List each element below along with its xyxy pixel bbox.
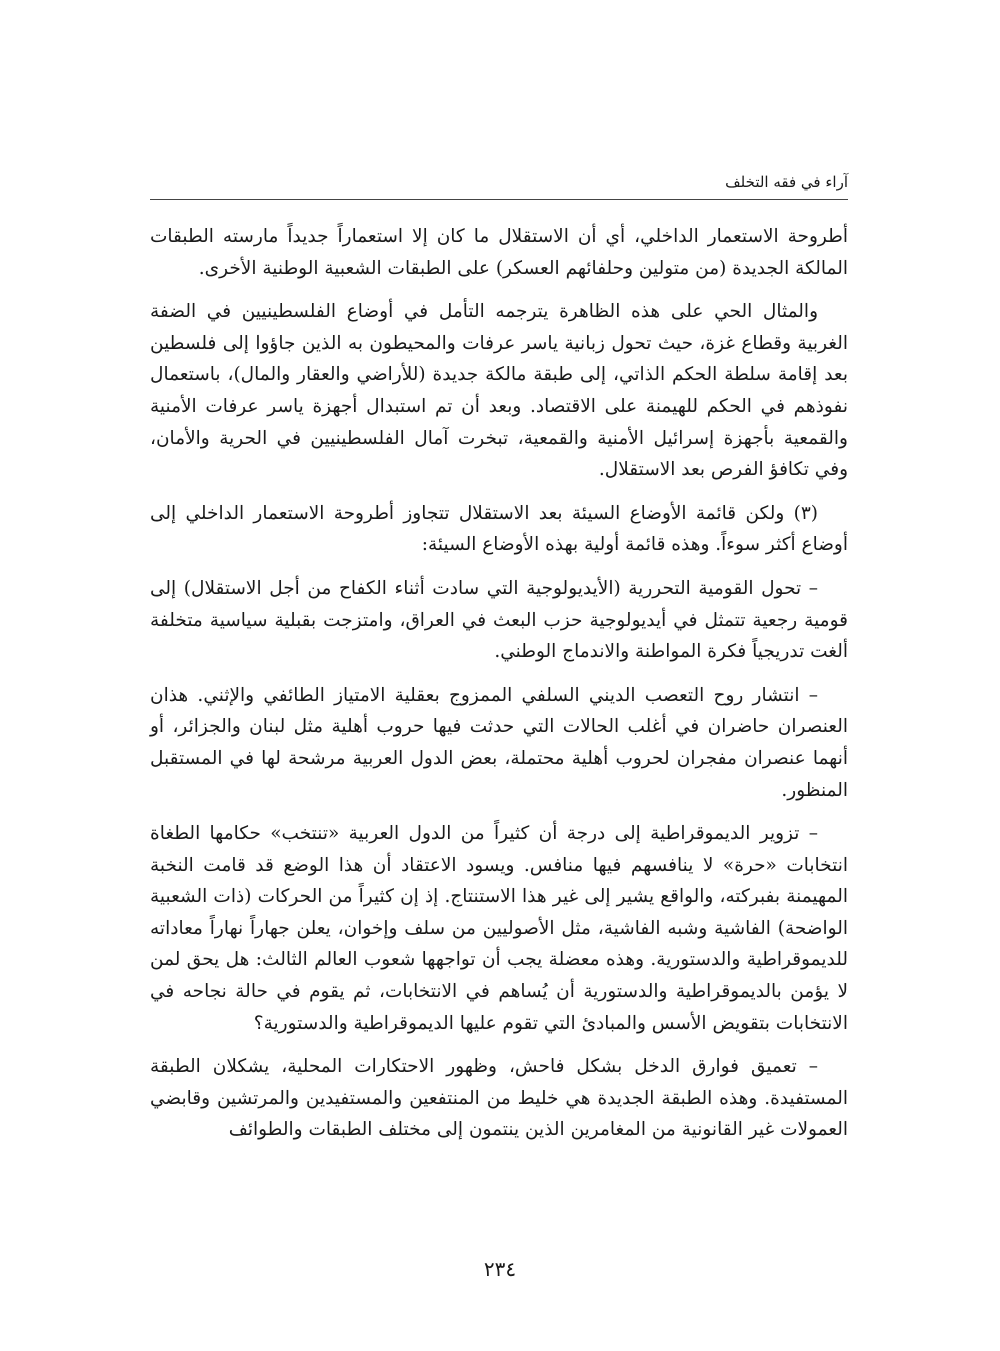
- page-number: ٢٣٤: [483, 1257, 517, 1281]
- running-header: آراء في فقه التخلف: [725, 173, 848, 191]
- paragraph-2: والمثال الحي على هذه الظاهرة يترجمه التأمل في أوضاع الفلسطينيين في الضفة الغربية وقطاع غزة، حيث تحول زبانية ياسر عرفات والمحيطون به الذين جاؤوا إلى فلسطين بعد إقامة سلطة الحكم الذاتي، إلى طبقة مالكة جديدة (للأراضي والعقار والمال)، باستعمال نفوذهم في الحكم للهيمنة على الاقتصاد. وبعد أن تم استبدال أجهزة ياسر عرفات الأمنية والقمعية بأجهزة إسرائيل الأمنية والقمعية، تبخرت آمال الفلسطينيين في الحرية والأمان، وفي تكافؤ الفرص بعد الاستقلال.: [150, 301, 848, 481]
- paragraph-6: – تزوير الديموقراطية إلى درجة أن كثيراً من الدول العربية «تنتخب» حكامها الطغاة انتخابات «حرة» لا ينافسهم فيها منافس. ويسود الاعتقاد أن هذا الوضع قد قامت النخبة المهيمنة بفبركته، والواقع يشير إلى غير هذا الاستنتاج. إذ إن كثيراً من الحركات (ذات الشعبية الواضحة) الفاشية وشبه الفاشية، مثل الأصوليين من سلف وإخوان، يعلن جهاراً نهاراً معاداته للديموقراطية والدستورية. وهذه معضلة يجب أن تواجهها شعوب العالم الثالث: هل يحق لمن لا يؤمن بالديموقراطية والدستورية أن يُساهم في الانتخابات، ثم يقوم في حالة نجاحه في الانتخابات بتقويض الأسس والمبادئ التي تقوم عليها الديموقراطية والدستورية؟: [150, 823, 848, 1034]
- paragraph-5: – انتشار روح التعصب الديني السلفي الممزوج بعقلية الامتياز الطائفي والإثني. هذان العنصران حاضران في أغلب الحالات التي حدثت فيها حروب أهلية مثل لبنان والجزائر، أو أنهما عنصران مفجران لحروب أهلية محتملة، بعض الدول العربية مرشحة لها في المستقبل المنظور.: [150, 684, 848, 801]
- paragraph-3: (٣) ولكن قائمة الأوضاع السيئة بعد الاستقلال تتجاوز أطروحة الاستعمار الداخلي إلى أوضاع أكثر سوءاً. وهذه قائمة أولية بهذه الأوضاع السيئة:: [150, 502, 848, 556]
- body-text: [150, 221, 848, 1158]
- paragraph-4: – تحول القومية التحررية (الأيديولوجية التي سادت أثناء الكفاح من أجل الاستقلال) إلى قومية رجعية تتمثل في أيديولوجية حزب البعث في العراق، وامتزجت بقبلية سياسية متخلفة ألغت تدريجياً فكرة المواطنة والاندماج الوطني.: [150, 577, 848, 663]
- header-divider: [150, 199, 848, 200]
- paragraph-7: – تعميق فوارق الدخل بشكل فاحش، وظهور الاحتكارات المحلية، يشكلان الطبقة المستفيدة. وهذه الطبقة الجديدة هي خليط من المنتفعين والمستفيدين والمرتشين وقابضي العمولات غير القانونية من المغامرين الذين ينتمون إلى مختلف الطبقات والطوائف: [150, 1056, 848, 1141]
- paragraph-1: أطروحة الاستعمار الداخلي، أي أن الاستقلال ما كان إلا استعماراً جديداً مارسته الطبقات المالكة الجديدة (من متولين وحلفائهم العسكر) على الطبقات الشعبية الوطنية الأخرى.: [150, 226, 848, 279]
